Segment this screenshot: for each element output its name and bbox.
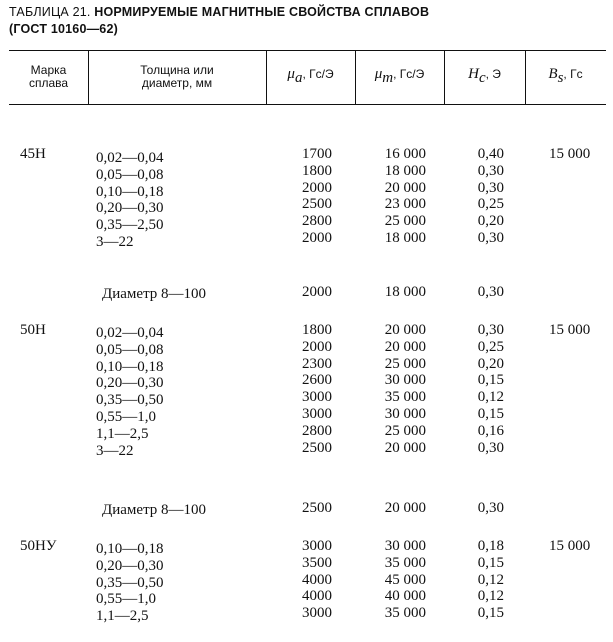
- mu-m-cell: 23 000: [384, 196, 426, 213]
- size-cell: 1,1—2,5: [96, 608, 149, 625]
- size-column: [96, 541, 164, 625]
- bs-unit: , Гс: [563, 67, 583, 82]
- mu-m-cell: 20 000: [384, 338, 426, 355]
- hc-cell: 0,30: [477, 162, 504, 179]
- hc-cell: 0,30: [477, 500, 504, 516]
- mu-m-subscript: m: [382, 69, 394, 86]
- grade-label: 50НУ: [20, 538, 57, 554]
- header-bottom-rule: [9, 104, 606, 105]
- bs-subscript: s: [557, 69, 564, 86]
- mu-m-column: [368, 146, 426, 247]
- mu-a-cell: 1800: [302, 162, 332, 179]
- hc-symbol: H: [468, 66, 479, 83]
- mu-m-cell: 35 000: [384, 605, 426, 622]
- size-cell: 0,10—0,18: [96, 541, 164, 557]
- mu-m-cell: 20 000: [384, 500, 426, 516]
- mu-m-cell: 16 000: [384, 146, 426, 162]
- mu-m-cell: 45 000: [384, 571, 426, 588]
- hc-cell: 0,15: [477, 372, 504, 389]
- diameter-label: Диаметр 8—100: [102, 286, 207, 302]
- mu-a-cell: 2800: [302, 213, 332, 230]
- hc-cell: 0,16: [477, 422, 504, 439]
- mu-m-cell: 18 000: [384, 229, 426, 246]
- header-mu-m: [355, 50, 444, 104]
- diameter-label: Диаметр 8—100: [102, 502, 207, 518]
- hc-cell: 0,15: [477, 554, 504, 571]
- mu-a-column: [280, 322, 332, 456]
- mu-m-cell: 25 000: [384, 213, 426, 230]
- hc-cell: 0,12: [477, 389, 504, 406]
- size-cell: 0,20—0,30: [96, 200, 164, 217]
- hc-cell: 0,12: [477, 571, 504, 588]
- mu-m-symbol: μ: [374, 66, 383, 83]
- diameter-mu-m: [368, 284, 426, 301]
- mu-m-cell: 18 000: [384, 284, 426, 300]
- mu-a-cell: 2000: [302, 179, 332, 196]
- mu-a-cell: 2000: [302, 284, 332, 300]
- mu-a-cell: 4000: [302, 571, 332, 588]
- size-cell: 0,05—0,08: [96, 341, 164, 358]
- hc-unit: , Э: [485, 67, 501, 82]
- size-cell: 0,20—0,30: [96, 557, 164, 574]
- hc-cell: 0,25: [477, 196, 504, 213]
- hc-cell: 0,20: [477, 355, 504, 372]
- diameter-hc: [460, 500, 504, 517]
- hc-column: [460, 538, 504, 622]
- size-column: [96, 325, 164, 459]
- hc-cell: 0,15: [477, 405, 504, 422]
- caption-standard: (ГОСТ 10160—62): [9, 22, 118, 36]
- mu-a-column: [280, 538, 332, 622]
- size-cell: 0,55—1,0: [96, 408, 156, 425]
- size-cell: 0,02—0,04: [96, 325, 164, 341]
- table-caption: [9, 4, 609, 38]
- mu-m-cell: 30 000: [384, 372, 426, 389]
- header-hc: [444, 50, 525, 104]
- mu-m-cell: 20 000: [384, 439, 426, 456]
- mu-m-cell: 25 000: [384, 422, 426, 439]
- mu-m-unit: , Гс/Э: [393, 67, 425, 82]
- mu-m-cell: 18 000: [384, 162, 426, 179]
- hc-cell: 0,25: [477, 338, 504, 355]
- mu-a-cell: 2500: [302, 500, 332, 516]
- size-cell: 0,35—0,50: [96, 574, 164, 591]
- mu-m-cell: 30 000: [384, 405, 426, 422]
- diameter-mu-a: [280, 500, 332, 517]
- caption-line-1: [9, 4, 609, 21]
- mu-a-cell: 2300: [302, 355, 332, 372]
- mu-a-cell: 2600: [302, 372, 332, 389]
- size-cell: 3—22: [96, 233, 134, 250]
- header-size: [88, 50, 266, 104]
- header-bs: [525, 50, 606, 104]
- hc-column: [460, 322, 504, 456]
- hc-cell: 0,40: [477, 146, 504, 162]
- mu-a-cell: 3000: [302, 389, 332, 406]
- hc-cell: 0,30: [477, 439, 504, 456]
- mu-a-cell: 1800: [302, 322, 332, 338]
- mu-m-cell: 20 000: [384, 179, 426, 196]
- mu-a-cell: 3000: [302, 538, 332, 554]
- header-grade-line2: сплава: [28, 76, 69, 90]
- mu-a-symbol: μ: [287, 66, 295, 83]
- size-cell: 0,35—0,50: [96, 392, 164, 409]
- size-cell: 0,02—0,04: [96, 150, 164, 166]
- header-size-line2: диаметр, мм: [141, 76, 213, 90]
- mu-m-cell: 25 000: [384, 355, 426, 372]
- size-cell: 0,10—0,18: [96, 358, 164, 375]
- mu-m-column: [368, 538, 426, 622]
- header-grade: [9, 50, 88, 104]
- hc-cell: 0,30: [477, 322, 504, 338]
- mu-a-cell: 2500: [302, 439, 332, 456]
- size-cell: 0,35—2,50: [96, 217, 164, 234]
- bs-value: 15 000: [549, 538, 591, 554]
- diameter-mu-a: [280, 284, 332, 301]
- size-cell: 0,05—0,08: [96, 166, 164, 183]
- size-cell: 0,10—0,18: [96, 183, 164, 200]
- caption-title: НОРМИРУЕМЫЕ МАГНИТНЫЕ СВОЙСТВА СПЛАВОВ: [94, 5, 430, 19]
- size-cell: 0,20—0,30: [96, 375, 164, 392]
- bs-value: 15 000: [549, 146, 591, 162]
- mu-a-cell: 4000: [302, 588, 332, 605]
- size-cell: 0,55—1,0: [96, 591, 156, 608]
- header-mu-a: [266, 50, 355, 104]
- bs-symbol: B: [548, 66, 558, 83]
- mu-a-cell: 2000: [302, 338, 332, 355]
- size-column: [96, 150, 164, 251]
- caption-prefix: ТАБЛИЦА 21.: [9, 5, 91, 19]
- mu-m-cell: 35 000: [384, 554, 426, 571]
- hc-column: [460, 146, 504, 247]
- mu-m-cell: 40 000: [384, 588, 426, 605]
- mu-m-cell: 35 000: [384, 389, 426, 406]
- mu-m-cell: 20 000: [384, 322, 426, 338]
- mu-a-cell: 2800: [302, 422, 332, 439]
- header-size-line1: Толщина или: [140, 63, 214, 77]
- hc-cell: 0,30: [477, 179, 504, 196]
- mu-m-cell: 30 000: [384, 538, 426, 554]
- mu-a-column: [280, 146, 332, 247]
- header-grade-line1: Марка: [30, 63, 67, 77]
- size-cell: 3—22: [96, 442, 134, 459]
- mu-a-cell: 3500: [302, 554, 332, 571]
- hc-cell: 0,20: [477, 213, 504, 230]
- mu-a-unit: , Гс/Э: [302, 67, 334, 82]
- mu-a-cell: 3000: [302, 405, 332, 422]
- hc-subscript: c: [478, 69, 486, 86]
- mu-a-cell: 1700: [302, 146, 332, 162]
- grade-label: 50Н: [20, 322, 46, 338]
- hc-cell: 0,18: [477, 538, 504, 554]
- size-cell: 1,1—2,5: [96, 425, 149, 442]
- hc-cell: 0,30: [477, 284, 504, 300]
- hc-cell: 0,12: [477, 588, 504, 605]
- mu-a-cell: 3000: [302, 605, 332, 622]
- hc-cell: 0,15: [477, 605, 504, 622]
- diameter-mu-m: [368, 500, 426, 517]
- grade-label: 45Н: [20, 146, 46, 162]
- mu-a-cell: 2500: [302, 196, 332, 213]
- bs-value: 15 000: [549, 322, 591, 338]
- diameter-hc: [460, 284, 504, 301]
- mu-m-column: [368, 322, 426, 456]
- mu-a-subscript: a: [294, 69, 303, 86]
- hc-cell: 0,30: [477, 229, 504, 246]
- mu-a-cell: 2000: [302, 229, 332, 246]
